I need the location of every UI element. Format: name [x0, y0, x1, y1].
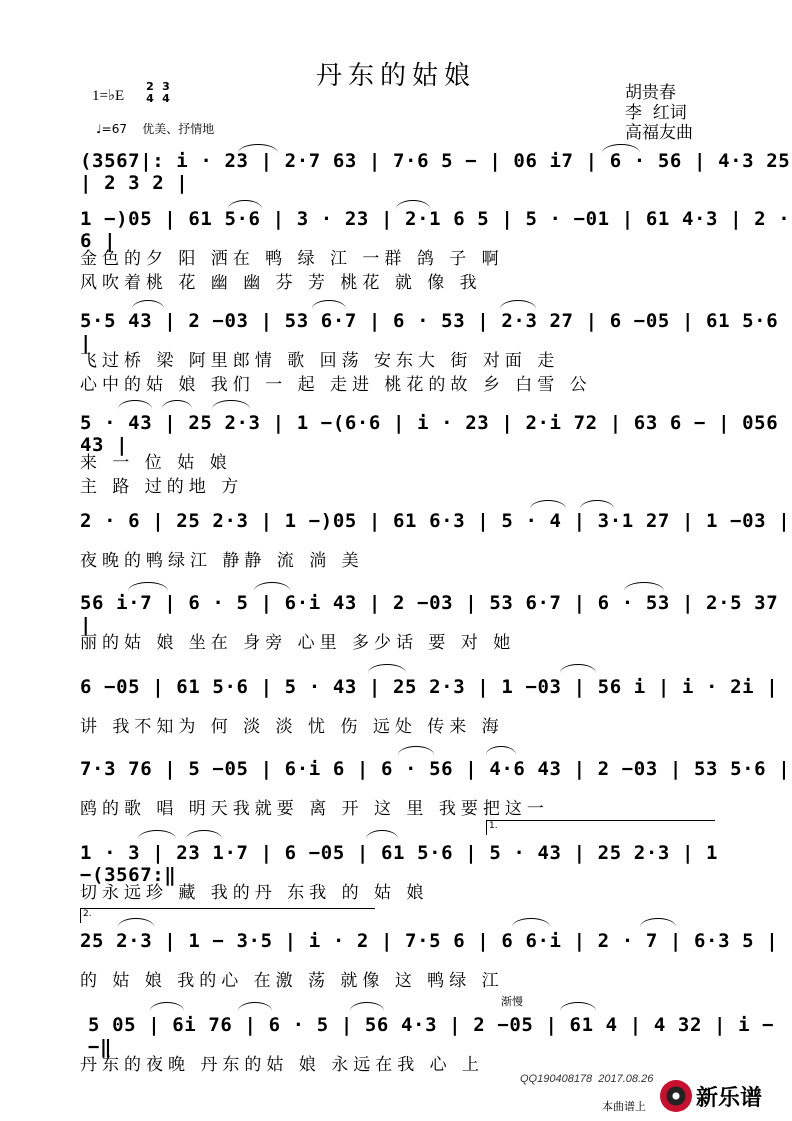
notation-line: (3567|: i · 23 | 2·7 63 | 7·6 5 − | 06 i7 | 6 · 56 | 4·3 25 | 2 3 2 | [80, 150, 791, 194]
notation-line: 1 −)05 | 61 5·6 | 3 · 23 | 2·1 6 5 | 5 · −01 | 61 4·3 | 2 · 6 | [80, 208, 791, 252]
time-sig-2-top: 3 [162, 80, 170, 93]
lyric-verse-1: 夜晚的鸭绿江 静静 流 淌 美 [80, 551, 364, 571]
time-sig-1-top: 2 [146, 80, 154, 93]
lyric-verse-1: 飞过桥 梁 阿里郎情 歌 回荡 安东大 街 对面 走 [80, 351, 560, 371]
notation-line: 5·5 43 | 2 −03 | 53 6·7 | 6 · 53 | 2·3 27 | 6 −05 | 61 5·6 | [80, 310, 779, 354]
slur [560, 664, 596, 673]
slur [162, 400, 192, 409]
key-signature: 1=♭E [92, 88, 125, 104]
time-sig-1-bottom: 4 [146, 92, 154, 105]
notation-line: 5 · 43 | 25 2·3 | 1 −(6·6 | i · 23 | 2·i 72 | 63 6 − | 056 43 | [80, 412, 779, 456]
tempo-change-marking: 渐慢 [501, 995, 523, 1008]
slur [560, 1002, 596, 1011]
slur [238, 144, 278, 153]
credit-composer: 高福友曲 [625, 123, 693, 143]
lyric-verse-2: 风吹着桃 花 幽 幽 芬 芳 桃花 就 像 我 [80, 273, 482, 293]
lyric-verse-1: 金色的夕 阳 洒在 鸭 绿 江 一群 鸽 子 啊 [80, 249, 504, 269]
time-sig-2-bottom: 4 [162, 92, 170, 105]
notation-line: 25 2·3 | 1 − 3·5 | i · 2 | 7·5 6 | 6 6·i | 2 · 7 | 6·3 5 | [80, 930, 779, 952]
slur [138, 830, 176, 839]
slur [238, 1002, 272, 1011]
notation-line: 6 −05 | 61 5·6 | 5 · 43 | 25 2·3 | 1 −03 | 56 i | i · 2i | [80, 676, 779, 698]
slur [150, 1002, 184, 1011]
footer-note: 本曲谱上 [602, 1100, 646, 1113]
slur [212, 400, 250, 409]
slur [486, 746, 516, 755]
slur [186, 830, 222, 839]
footer-id: QQ190408178 2017.08.26 [520, 1073, 654, 1085]
credit-lyricist-2: 李 红词 [625, 103, 687, 123]
first-ending-bracket: 1. [486, 820, 715, 835]
slur [512, 918, 550, 927]
slur [602, 144, 640, 153]
slur [132, 300, 164, 309]
notation-line: 5 05 | 6i 76 | 6 · 5 | 56 4·3 | 2 −05 | 61 4 | 4 32 | i − −‖ [88, 1014, 775, 1058]
lyric-verse-2: 主 路 过的地 方 [80, 477, 244, 497]
notation-line: 7·3 76 | 5 −05 | 6·i 6 | 6 · 56 | 4·6 43 | 2 −03 | 53 5·6 | [80, 758, 791, 780]
slur [368, 664, 406, 673]
slur [530, 500, 566, 509]
slur [128, 582, 168, 591]
lyric-verse-1: 的 姑 娘 我的心 在激 荡 就像 这 鸭绿 江 [80, 971, 504, 991]
slur [350, 1002, 384, 1011]
slur [228, 200, 262, 209]
site-logo [660, 1080, 762, 1112]
slur [118, 400, 152, 409]
notation-line: 1 · 3 | 23 1·7 | 6 −05 | 61 5·6 | 5 · 43 | 25 2·3 | 1 −(3567:‖ [80, 842, 719, 886]
lyric-verse-2: 心中的姑 娘 我们 一 起 走进 桃花的故 乡 白雪 公 [80, 375, 592, 395]
credit-lyricist-1: 胡贵春 [625, 83, 676, 103]
slur [500, 300, 536, 309]
lyric-verse-1: 来 一 位 姑 娘 [80, 453, 232, 473]
slur [396, 200, 430, 209]
slur [312, 300, 346, 309]
lyric-verse-1: 鸥的歌 唱 明天我就要 离 开 这 里 我要把这一 [80, 799, 549, 819]
slur [640, 918, 676, 927]
slur [580, 500, 614, 509]
lyric-verse-1: 丹东的夜晚 丹东的姑 娘 永远在我 心 上 [80, 1055, 485, 1075]
notation-line: 56 i·7 | 6 · 5 | 6·i 43 | 2 −03 | 53 6·7 | 6 · 53 | 2·5 37 | [80, 592, 779, 636]
lyric-verse-1: 切永远珍 藏 我的丹 东我 的 姑 娘 [80, 883, 429, 903]
song-title: 丹东的姑娘 [315, 61, 476, 91]
slur [398, 746, 434, 755]
slur [366, 830, 398, 839]
lyric-verse-1: 讲 我不知为 何 淡 淡 忧 伤 远处 传来 海 [80, 717, 504, 737]
second-ending-bracket: 2. [80, 908, 375, 923]
logo-text: 新乐谱 [696, 1085, 763, 1111]
slur [624, 582, 664, 591]
slur [254, 582, 290, 591]
record-disc-icon [660, 1080, 692, 1112]
notation-line: 2 · 6 | 25 2·3 | 1 −)05 | 61 6·3 | 5 · 4 | 3·1 27 | 1 −03 | [80, 510, 791, 532]
tempo-marking: ♩=67 优美、抒情地 [96, 122, 215, 136]
lyric-verse-1: 丽的姑 娘 坐在 身旁 心里 多少话 要 对 她 [80, 633, 516, 653]
